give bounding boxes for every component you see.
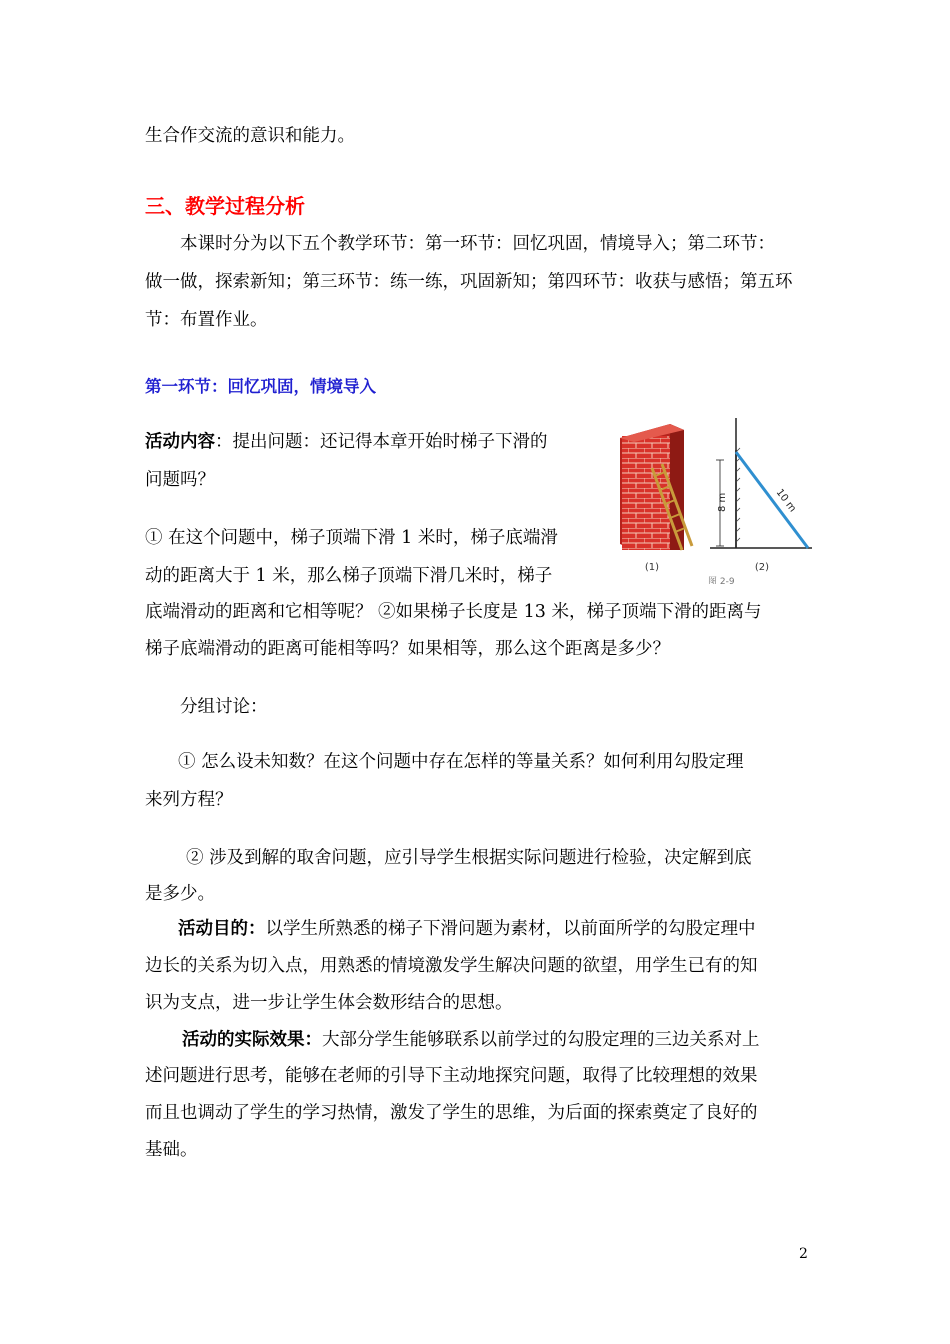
text-line: 本课时分为以下五个教学环节：第一环节：回忆巩固，情境导入；第二环节：	[180, 234, 775, 254]
activity-purpose-text: 以学生所熟悉的梯子下滑问题为素材，以前面所学的勾股定理中	[265, 919, 756, 939]
text-line: 动的距离大于 1 米，那么梯子顶端下滑几米时，梯子	[145, 566, 553, 586]
section-heading: 三、教学过程分析	[145, 194, 305, 218]
text-line	[178, 917, 756, 941]
text-line: ① 在这个问题中，梯子顶端下滑 1 米时，梯子底端滑	[145, 528, 558, 548]
text-line: 而且也调动了学生的学习热情，激发了学生的思维，为后面的探索奠定了良好的	[145, 1103, 758, 1123]
text-line: 是多少。	[145, 884, 215, 904]
activity-effect-label: 活动的实际效果：	[182, 1030, 322, 1050]
subsection-heading: 第一环节：回忆巩固，情境导入	[145, 377, 376, 396]
text-line: 识为支点，进一步让学生体会数形结合的思想。	[145, 993, 513, 1013]
brick-wall-illustration	[620, 424, 692, 550]
activity-effect-text: 大部分学生能够联系以前学过的勾股定理的三边关系对上	[322, 1030, 760, 1050]
text-line: 节：布置作业。	[145, 310, 268, 330]
text-line: 问题吗？	[145, 470, 215, 490]
figure-caption: 图 2-9	[708, 577, 735, 584]
activity-content-label: 活动内容	[145, 432, 215, 452]
ladder-length-label: 10 m	[773, 487, 798, 515]
text-line: ② 涉及到解的取舍问题，应引导学生根据实际问题进行检验，决定解到底	[186, 848, 752, 868]
text-line: 生合作交流的意识和能力。	[145, 126, 355, 146]
text-line: 做一做，探索新知；第三环节：练一练，巩固新知；第四环节：收获与感悟；第五环	[145, 272, 793, 292]
text-line: 分组讨论：	[180, 697, 268, 717]
text-line: 底端滑动的距离和它相等呢？ ②如果梯子长度是 13 米，梯子顶端下滑的距离与	[145, 602, 762, 622]
triangle-diagram	[710, 418, 812, 548]
text-line: 基础。	[145, 1140, 198, 1160]
text-line: 述问题进行思考，能够在老师的引导下主动地探究问题，取得了比较理想的效果	[145, 1066, 758, 1086]
figure-label-2: (2)	[754, 562, 770, 573]
text-line: ① 怎么设未知数？在这个问题中存在怎样的等量关系？如何利用勾股定理	[178, 752, 744, 772]
height-label: 8 m	[717, 492, 728, 512]
text-line: 来列方程？	[145, 790, 233, 810]
text-line: 边长的关系为切入点，用熟悉的情境激发学生解决问题的欲望，用学生已有的知	[145, 956, 758, 976]
text-line	[145, 430, 548, 454]
ladder-figure	[612, 418, 820, 584]
figure-label-1: (1)	[644, 562, 660, 573]
activity-content-text: ：提出问题：还记得本章开始时梯子下滑的	[215, 432, 548, 452]
activity-purpose-label: 活动目的：	[178, 919, 266, 939]
page-number: 2	[799, 1246, 808, 1262]
text-line	[182, 1028, 760, 1052]
text-line: 梯子底端滑动的距离可能相等吗？如果相等，那么这个距离是多少？	[145, 639, 670, 659]
